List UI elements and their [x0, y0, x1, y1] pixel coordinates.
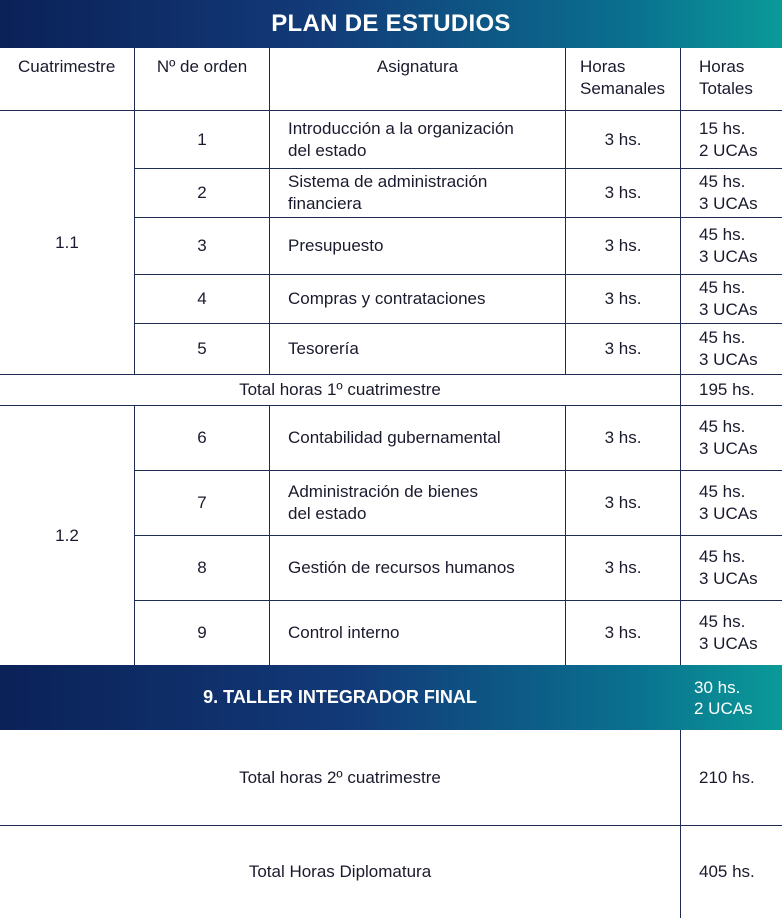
grid-line: [680, 730, 681, 918]
row-horas-totales: 45 hs. 3 UCAs: [699, 328, 758, 369]
grid-line: [135, 323, 782, 324]
grid-line: [269, 48, 270, 374]
grid-line: [0, 405, 782, 406]
row-horas-totales: 45 hs. 3 UCAs: [699, 612, 758, 653]
row-horas-totales: 45 hs. 3 UCAs: [699, 278, 758, 319]
grid-line: [135, 600, 782, 601]
row-horas-semanales: 3 hs.: [604, 428, 642, 447]
row-horas-totales: 45 hs. 3 UCAs: [699, 172, 758, 213]
row-orden: 8: [197, 558, 207, 577]
row-asignatura: Compras y contrataciones: [288, 289, 486, 308]
total-diplomatura-value: 405 hs.: [699, 862, 755, 881]
row-horas-semanales: 3 hs.: [604, 493, 642, 512]
row-horas-totales: 45 hs. 3 UCAs: [699, 225, 758, 266]
row-horas-totales: 45 hs. 3 UCAs: [699, 547, 758, 588]
row-orden: 6: [197, 428, 207, 447]
row-horas-semanales: 3 hs.: [604, 129, 642, 149]
row-horas-semanales: 3 hs.: [604, 558, 642, 577]
grid-line: [0, 110, 782, 111]
total-cuatrimestre-2-value: 210 hs.: [699, 768, 755, 787]
grid-line: [135, 535, 782, 536]
total-cuatrimestre-1-label: Total horas 1º cuatrimestre: [239, 380, 441, 399]
row-horas-semanales: 3 hs.: [604, 236, 642, 255]
row-asignatura: Control interno: [288, 623, 400, 642]
row-orden: 5: [197, 339, 207, 358]
cuatrimestre-label: 1.2: [55, 525, 79, 545]
row-asignatura: Tesorería: [288, 339, 359, 358]
row-horas-totales: 15 hs. 2 UCAs: [699, 118, 758, 160]
row-asignatura: Gestión de recursos humanos: [288, 558, 515, 577]
row-orden: 1: [197, 129, 207, 149]
grid-line: [135, 274, 782, 275]
row-horas-totales: 45 hs. 3 UCAs: [699, 417, 758, 458]
row-orden: 2: [197, 183, 207, 202]
grid-line: [0, 374, 782, 375]
row-asignatura: Administración de bienes del estado: [288, 482, 478, 523]
header-orden: Nº de orden: [156, 57, 248, 76]
grid-line: [134, 405, 135, 665]
row-horas-semanales: 3 hs.: [604, 623, 642, 642]
row-horas-semanales: 3 hs.: [604, 289, 642, 308]
cuatrimestre-label: 1.1: [55, 232, 79, 252]
taller-label: 9. TALLER INTEGRADOR FINAL: [203, 687, 477, 707]
row-horas-semanales: 3 hs.: [604, 183, 642, 202]
row-asignatura: Sistema de administración financiera: [288, 172, 488, 213]
grid-line: [565, 405, 566, 665]
row-asignatura: Introducción a la organización del estado: [288, 118, 514, 160]
grid-line: [269, 405, 270, 665]
header-horas-totales: Horas Totales: [699, 57, 753, 98]
row-orden: 3: [197, 236, 207, 255]
grid-line: [0, 825, 782, 826]
total-cuatrimestre-2-label: Total horas 2º cuatrimestre: [239, 768, 441, 787]
total-diplomatura-label: Total Horas Diplomatura: [248, 862, 432, 881]
grid-line: [135, 168, 782, 169]
header-cuatrimestre: Cuatrimestre: [18, 57, 116, 76]
row-orden: 9: [197, 623, 207, 642]
header-horas-semanales: Horas Semanales: [580, 57, 666, 98]
row-asignatura: Contabilidad gubernamental: [288, 428, 501, 447]
grid-line: [680, 405, 681, 665]
row-horas-semanales: 3 hs.: [604, 339, 642, 358]
row-orden: 7: [197, 493, 207, 512]
grid-line: [680, 48, 681, 405]
row-asignatura: Presupuesto: [288, 236, 384, 255]
taller-hours: 30 hs. 2 UCAs: [694, 678, 753, 718]
plan-title: PLAN DE ESTUDIOS: [0, 0, 782, 48]
grid-line: [135, 217, 782, 218]
grid-line: [135, 470, 782, 471]
grid-line: [134, 48, 135, 374]
row-horas-totales: 45 hs. 3 UCAs: [699, 482, 758, 523]
header-asignatura: Asignatura: [376, 57, 459, 76]
row-orden: 4: [197, 289, 207, 308]
grid-line: [565, 48, 566, 374]
total-cuatrimestre-1-value: 195 hs.: [699, 380, 755, 399]
